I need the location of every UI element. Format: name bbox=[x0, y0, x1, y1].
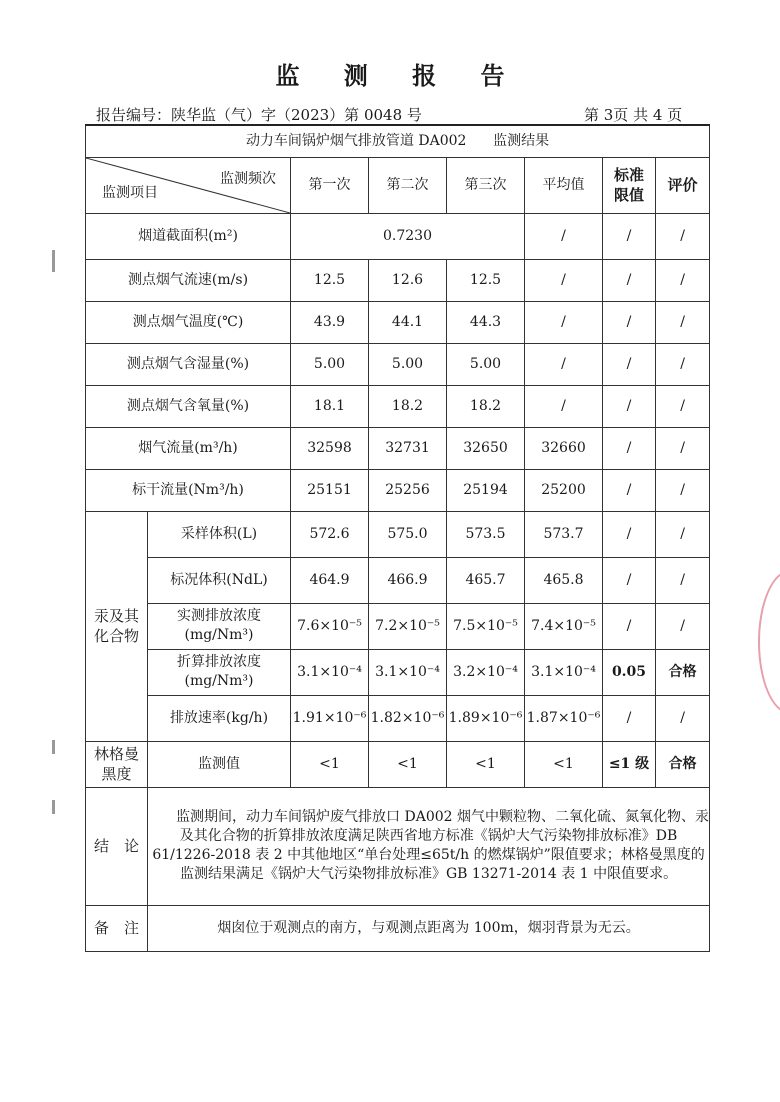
row-limit: / bbox=[603, 213, 656, 259]
row-average: / bbox=[525, 301, 603, 343]
row-value-3: 12.5 bbox=[447, 259, 525, 301]
row-evaluation: / bbox=[656, 385, 710, 427]
binding-mark bbox=[52, 800, 55, 814]
row-evaluation: / bbox=[656, 511, 710, 557]
row-value-2: 3.1×10⁻⁴ bbox=[369, 649, 447, 695]
table-row bbox=[86, 259, 710, 301]
row-value-3: 5.00 bbox=[447, 343, 525, 385]
row-item: 标况体积(NdL) bbox=[148, 557, 291, 603]
row-evaluation: / bbox=[656, 557, 710, 603]
row-value-3: 465.7 bbox=[447, 557, 525, 603]
row-limit: / bbox=[603, 343, 656, 385]
header-item-label: 监测项目 bbox=[102, 184, 158, 201]
row-value-3: <1 bbox=[447, 741, 525, 787]
row-evaluation: / bbox=[656, 469, 710, 511]
row-limit: / bbox=[603, 469, 656, 511]
row-limit: / bbox=[603, 603, 656, 649]
row-average: 573.7 bbox=[525, 511, 603, 557]
row-limit: / bbox=[603, 259, 656, 301]
row-item: 排放速率(kg/h) bbox=[148, 695, 291, 741]
row-item: 采样体积(L) bbox=[148, 511, 291, 557]
row-average: / bbox=[525, 343, 603, 385]
conclusion-row bbox=[86, 787, 710, 905]
row-evaluation: / bbox=[656, 213, 710, 259]
row-item: 烟道截面积(m²) bbox=[86, 213, 291, 259]
row-limit: / bbox=[603, 511, 656, 557]
row-limit: / bbox=[603, 427, 656, 469]
mercury-row bbox=[86, 557, 710, 603]
row-value-3: 25194 bbox=[447, 469, 525, 511]
row-item: 监测值 bbox=[148, 741, 291, 787]
row-average: 32660 bbox=[525, 427, 603, 469]
ringelmann-group-label: 林格曼 黑度 bbox=[86, 741, 148, 787]
mercury-row bbox=[86, 695, 710, 741]
row-value-2: 32731 bbox=[369, 427, 447, 469]
row-average: 3.1×10⁻⁴ bbox=[525, 649, 603, 695]
page-info: 第 3页 共 4 页 bbox=[584, 106, 683, 124]
row-value-1: 32598 bbox=[291, 427, 369, 469]
header-second: 第二次 bbox=[369, 157, 447, 213]
conclusion-cell bbox=[148, 787, 710, 905]
row-value-2: 5.00 bbox=[369, 343, 447, 385]
row-value-1: 464.9 bbox=[291, 557, 369, 603]
ringelmann-row bbox=[86, 741, 710, 787]
row-value-3: 18.2 bbox=[447, 385, 525, 427]
row-value-2: 466.9 bbox=[369, 557, 447, 603]
table-caption: 动力车间锅炉烟气排放管道 DA002 监测结果 bbox=[86, 125, 710, 157]
row-value-1: 572.6 bbox=[291, 511, 369, 557]
row-value-1: 1.91×10⁻⁶ bbox=[291, 695, 369, 741]
row-item: 标干流量(Nm³/h) bbox=[86, 469, 291, 511]
row-evaluation: 合格 bbox=[656, 649, 710, 695]
row-value-1: 5.00 bbox=[291, 343, 369, 385]
row-value-3: 32650 bbox=[447, 427, 525, 469]
mercury-group-label: 汞及其 化合物 bbox=[86, 511, 148, 741]
row-merged-value: 0.7230 bbox=[291, 213, 525, 259]
row-value-1: 7.6×10⁻⁵ bbox=[291, 603, 369, 649]
mercury-row bbox=[86, 603, 710, 649]
table-row bbox=[86, 469, 710, 511]
table-row bbox=[86, 213, 710, 259]
row-value-2: 7.2×10⁻⁵ bbox=[369, 603, 447, 649]
row-value-3: 573.5 bbox=[447, 511, 525, 557]
row-evaluation: / bbox=[656, 259, 710, 301]
remark-text: 烟囱位于观测点的南方，与观测点距离为 100m，烟羽背景为无云。 bbox=[148, 905, 710, 951]
row-average: 25200 bbox=[525, 469, 603, 511]
row-item: 烟气流量(m³/h) bbox=[86, 427, 291, 469]
binding-mark bbox=[52, 250, 55, 272]
row-value-2: 575.0 bbox=[369, 511, 447, 557]
row-average: 1.87×10⁻⁶ bbox=[525, 695, 603, 741]
row-evaluation: / bbox=[656, 343, 710, 385]
row-limit: 0.05 bbox=[603, 649, 656, 695]
row-item: 测点烟气含氧量(%) bbox=[86, 385, 291, 427]
header-third: 第三次 bbox=[447, 157, 525, 213]
row-value-3: 1.89×10⁻⁶ bbox=[447, 695, 525, 741]
binding-mark bbox=[52, 740, 55, 754]
row-value-1: 12.5 bbox=[291, 259, 369, 301]
row-value-1: 43.9 bbox=[291, 301, 369, 343]
row-average: / bbox=[525, 213, 603, 259]
row-average: 465.8 bbox=[525, 557, 603, 603]
mercury-row bbox=[86, 649, 710, 695]
row-value-2: <1 bbox=[369, 741, 447, 787]
row-item: 实测排放浓度 (mg/Nm³) bbox=[148, 603, 291, 649]
remark-label: 备 注 bbox=[86, 905, 148, 951]
row-average: / bbox=[525, 385, 603, 427]
row-value-3: 3.2×10⁻⁴ bbox=[447, 649, 525, 695]
remark-row bbox=[86, 905, 710, 951]
row-limit: / bbox=[603, 301, 656, 343]
header-first: 第一次 bbox=[291, 157, 369, 213]
row-evaluation: / bbox=[656, 427, 710, 469]
row-limit: / bbox=[603, 695, 656, 741]
monitoring-table bbox=[85, 124, 710, 952]
header-evaluation: 评价 bbox=[656, 157, 710, 213]
row-value-1: 18.1 bbox=[291, 385, 369, 427]
conclusion-text: 监测期间，动力车间锅炉废气排放口 DA002 烟气中颗粒物、二氧化硫、氮氧化物、汞及其化合物的折算排放浓度满足陕西省地方标准《锅炉大气污染物排放标准》DB 61/1226-2018 表 2 中其他地区“单台处理≤65t/h 的燃煤锅炉”限值要求；林格曼黑度的监测结果满足《锅炉大气污染物排放标准》GB 13271-2014 表 1 中限值要求。 bbox=[152, 809, 710, 882]
row-value-1: <1 bbox=[291, 741, 369, 787]
row-value-3: 7.5×10⁻⁵ bbox=[447, 603, 525, 649]
header-average: 平均值 bbox=[525, 157, 603, 213]
table-row bbox=[86, 343, 710, 385]
row-value-1: 3.1×10⁻⁴ bbox=[291, 649, 369, 695]
row-average: 7.4×10⁻⁵ bbox=[525, 603, 603, 649]
row-value-3: 44.3 bbox=[447, 301, 525, 343]
mercury-row bbox=[86, 511, 710, 557]
row-limit: / bbox=[603, 385, 656, 427]
row-item: 测点烟气含湿量(%) bbox=[86, 343, 291, 385]
table-row bbox=[86, 385, 710, 427]
row-average: <1 bbox=[525, 741, 603, 787]
row-item: 测点烟气流速(m/s) bbox=[86, 259, 291, 301]
row-limit: ≤1 级 bbox=[603, 741, 656, 787]
table-row bbox=[86, 427, 710, 469]
row-limit: / bbox=[603, 557, 656, 603]
row-value-1: 25151 bbox=[291, 469, 369, 511]
row-value-2: 18.2 bbox=[369, 385, 447, 427]
row-value-2: 25256 bbox=[369, 469, 447, 511]
header-frequency-label: 监测频次 bbox=[220, 170, 276, 187]
row-evaluation: 合格 bbox=[656, 741, 710, 787]
report-number: 报告编号：陕华监（气）字（2023）第 0048 号 bbox=[96, 106, 422, 124]
row-item: 折算排放浓度 (mg/Nm³) bbox=[148, 649, 291, 695]
row-value-2: 12.6 bbox=[369, 259, 447, 301]
row-evaluation: / bbox=[656, 695, 710, 741]
diagonal-header-cell bbox=[86, 157, 291, 213]
row-average: / bbox=[525, 259, 603, 301]
row-evaluation: / bbox=[656, 603, 710, 649]
row-value-2: 1.82×10⁻⁶ bbox=[369, 695, 447, 741]
seal-stamp bbox=[758, 570, 780, 714]
report-title: 监 测 报 告 bbox=[275, 61, 523, 90]
row-evaluation: / bbox=[656, 301, 710, 343]
row-item: 测点烟气温度(℃) bbox=[86, 301, 291, 343]
conclusion-label: 结 论 bbox=[86, 787, 148, 905]
header-row bbox=[86, 157, 710, 213]
row-value-2: 44.1 bbox=[369, 301, 447, 343]
table-row bbox=[86, 301, 710, 343]
header-limit: 标准 限值 bbox=[603, 157, 656, 213]
